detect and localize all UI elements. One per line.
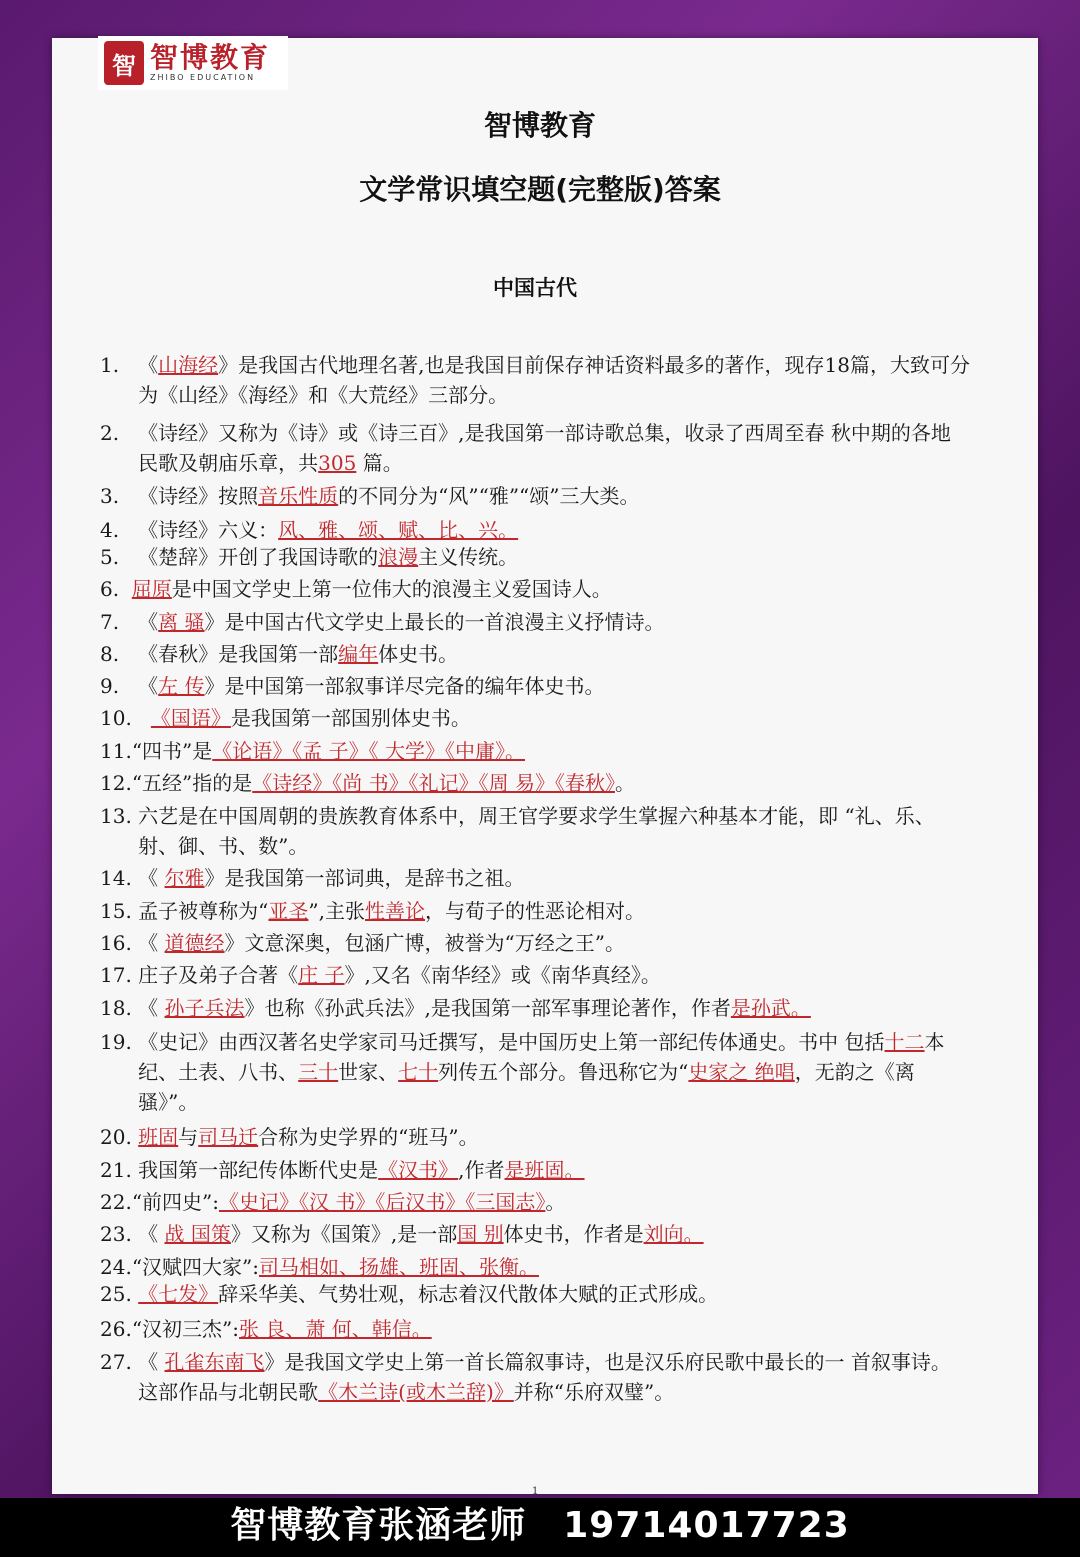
question-text: 孟子被尊称为“ (138, 899, 269, 923)
question-text: 《 (138, 1222, 165, 1246)
question-text: ，与荀子的性恶论相对。 (425, 899, 645, 923)
footer-banner: 智博教育张涵老师 19714017723 (0, 1498, 1080, 1557)
question-text: 本纪、土表、八书、 (138, 1030, 945, 1084)
question-text: 》,又名《南华经》或《南华真经》。 (344, 963, 661, 987)
question-text: “汉赋四大家”: (131, 1255, 259, 1279)
item-number: 19. (100, 1030, 139, 1054)
question-text: “汉初三杰”: (131, 1317, 239, 1341)
question-text: 世家、 (338, 1060, 399, 1084)
question-text: 》是我国古代地理名著,也是我国目前保存神话资料最多的著作，现存18篇，大致可分为《山经》《海经》和《大荒经》三部分。 (138, 353, 970, 407)
question-text: “四书”是 (131, 739, 213, 763)
item-number: 26. (100, 1317, 132, 1341)
question-text: 。 (614, 771, 635, 795)
item-number: 8. (100, 642, 139, 666)
item-number: 2. (100, 421, 139, 445)
item-text (151, 703, 970, 733)
item-text (138, 1122, 970, 1152)
list-item (100, 703, 970, 733)
answer-text: 班固 (138, 1125, 179, 1149)
question-text: 庄子及弟子合著《 (138, 963, 299, 987)
list-item (100, 481, 970, 511)
question-text: 篇。 (356, 451, 403, 475)
list-item (100, 801, 970, 861)
answer-text: 编年 (338, 642, 379, 666)
question-text: 《 (138, 1350, 165, 1374)
list-item (100, 574, 970, 604)
answer-text: 司马相如、扬雄、班固、张衡。 (259, 1255, 539, 1279)
list-item (100, 1122, 970, 1152)
question-text: 《诗经》又称为《诗》或《诗三百》,是我国第一部诗歌总集，收录了西周至春 秋中期的各地民歌及朝庙乐章，共 (138, 421, 951, 475)
answer-text: 史家之 绝唱 (688, 1060, 795, 1084)
item-number: 27. (100, 1350, 139, 1374)
answer-text: 《论语》《孟 子》《 大学》《中庸》。 (212, 739, 525, 763)
item-text (138, 481, 970, 511)
item-number: 10. (100, 706, 151, 730)
question-text: 《春秋》是我国第一部 (138, 642, 339, 666)
item-number: 1. (100, 353, 139, 377)
answer-text: 音乐性质 (258, 484, 339, 508)
answer-text: 山海经 (158, 353, 219, 377)
answer-text: 张 良、萧 何、韩信。 (239, 1317, 432, 1341)
answer-text: 《国语》 (150, 706, 231, 730)
answer-text: 性善论 (365, 899, 425, 923)
list-item (100, 515, 970, 545)
question-text: 是我国第一部国别体史书。 (230, 706, 471, 730)
answer-text: 尔雅 (164, 866, 205, 890)
logo-name-en: ZHIBO EDUCATION (150, 73, 256, 82)
answer-text: 是孙武。 (730, 996, 811, 1020)
document-subtitle: 文学常识填空题(完整版)答案 (359, 173, 721, 206)
answer-text: 亚圣 (268, 899, 309, 923)
list-item (100, 1027, 970, 1117)
list-item (100, 607, 970, 637)
item-text (132, 1252, 970, 1282)
item-text (138, 1279, 970, 1309)
brand-logo (98, 36, 288, 90)
item-number: 13. (100, 804, 139, 828)
item-text (138, 801, 970, 861)
answer-text: 左 传 (158, 674, 205, 698)
item-text (138, 542, 970, 572)
answer-text: 司马迁 (198, 1125, 259, 1149)
answer-text: 《诗经》《尚 书》《礼记》《周 易》《春秋》 (252, 771, 615, 795)
item-text (138, 896, 970, 926)
question-text: 》又称为《国策》,是一部 (230, 1222, 458, 1246)
item-text (138, 1347, 970, 1407)
item-number: 22. (100, 1190, 132, 1214)
item-number: 9. (100, 674, 139, 698)
answer-text: 战 国策 (164, 1222, 231, 1246)
list-item (100, 1252, 970, 1282)
item-number: 11. (100, 739, 132, 763)
question-text: ,作者 (458, 1158, 505, 1182)
question-text: 》是中国古代文学史上最长的一首浪漫主义抒情诗。 (204, 610, 665, 634)
question-text: 是中国文学史上第一位伟大的浪漫主义爱国诗人。 (171, 577, 612, 601)
question-text: 》也称《孙武兵法》,是我国第一部军事理论著作，作者 (244, 996, 731, 1020)
question-text: 体史书，作者是 (503, 1222, 644, 1246)
question-text: 体史书。 (378, 642, 459, 666)
question-text: ，无韵之《离骚》”。 (138, 1060, 915, 1114)
item-number: 25. (100, 1282, 139, 1306)
item-text (138, 863, 970, 893)
list-item (100, 1347, 970, 1407)
item-text (132, 1314, 970, 1344)
section-heading: 中国古代 (493, 276, 577, 300)
list-item (100, 671, 970, 701)
item-text (138, 350, 970, 410)
question-text: 的不同分为“风”“雅”“颂”三大类。 (338, 484, 640, 508)
list-item (100, 542, 970, 572)
item-text (132, 736, 970, 766)
answer-text: 风、雅、颂、赋、比、兴。 (278, 518, 519, 542)
logo-name-cn: 智博教育 (150, 41, 271, 74)
answer-text: 《木兰诗(或木兰辞)》 (318, 1380, 514, 1404)
item-number: 18. (100, 996, 139, 1020)
question-text: “前四史”: (131, 1190, 219, 1214)
question-text: 《 (138, 931, 165, 955)
question-text: 合称为史学界的“班马”。 (258, 1125, 479, 1149)
question-text: 列传五个部分。鲁迅称它为“ (438, 1060, 689, 1084)
item-number: 7. (100, 610, 139, 634)
item-text (138, 1219, 970, 1249)
question-text: “五经”指的是 (131, 771, 253, 795)
question-text: 》文意深奥，包涵广博，被誉为“万经之王”。 (224, 931, 625, 955)
list-item (100, 1314, 970, 1344)
question-text: 辞采华美、气势壮观，标志着汉代散体大赋的正式形成。 (218, 1282, 719, 1306)
question-text: 《 (138, 353, 159, 377)
logo-mark-icon: 智 (104, 41, 144, 85)
question-text: 《楚辞》开创了我国诗歌的 (138, 545, 379, 569)
document-title: 智博教育 (483, 109, 596, 142)
list-item (100, 1279, 970, 1309)
list-item (100, 1219, 970, 1249)
item-number: 17. (100, 963, 139, 987)
answer-text: 浪漫 (378, 545, 419, 569)
answer-text: 《史记》《汉 书》《后汉书》《三国志》 (219, 1190, 546, 1214)
item-text (138, 993, 970, 1023)
answer-text: 离 骚 (158, 610, 205, 634)
item-text (132, 768, 970, 798)
question-text: 《诗经》按照 (138, 484, 259, 508)
list-item (100, 896, 970, 926)
question-text: 。 (545, 1190, 566, 1214)
item-number: 20. (100, 1125, 139, 1149)
item-number: 14. (100, 866, 139, 890)
item-text (138, 960, 970, 990)
item-number: 24. (100, 1255, 132, 1279)
answer-text: 道德经 (164, 931, 225, 955)
item-number: 4. (100, 518, 139, 542)
answer-text: 是班固。 (504, 1158, 585, 1182)
item-text (138, 607, 970, 637)
answer-text: 屈原 (131, 577, 172, 601)
answer-text: 七十 (398, 1060, 439, 1084)
answer-text: 孔雀东南飞 (164, 1350, 265, 1374)
item-number: 16. (100, 931, 139, 955)
question-text: 《 (138, 610, 159, 634)
item-number: 12. (100, 771, 132, 795)
item-text (138, 418, 970, 478)
list-item (100, 1187, 970, 1217)
answer-text: 十二 (884, 1030, 925, 1054)
item-text (132, 1187, 970, 1217)
list-item (100, 993, 970, 1023)
list-item (100, 1155, 970, 1185)
question-text: 》是我国第一部词典，是辞书之祖。 (204, 866, 525, 890)
item-number: 23. (100, 1222, 139, 1246)
item-number: 21. (100, 1158, 139, 1182)
item-text (138, 639, 970, 669)
list-item (100, 960, 970, 990)
answer-text: 三十 (298, 1060, 339, 1084)
question-text: 并称“乐府双璧”。 (513, 1380, 675, 1404)
list-item (100, 768, 970, 798)
answer-text: 国 别 (457, 1222, 504, 1246)
item-number: 15. (100, 899, 139, 923)
item-number: 3. (100, 484, 139, 508)
question-text: 》是中国第一部叙事详尽完备的编年体史书。 (204, 674, 605, 698)
question-text: 与 (178, 1125, 199, 1149)
question-text: ”,主张 (308, 899, 365, 923)
list-item (100, 863, 970, 893)
item-number: 5. (100, 545, 139, 569)
list-item (100, 928, 970, 958)
item-text (138, 1155, 970, 1185)
question-text: 》是我国文学史上第一首长篇叙事诗，也是汉乐府民歌中最长的一 首叙事诗。这部作品与北朝民歌 (138, 1350, 951, 1404)
question-text: 主义传统。 (418, 545, 519, 569)
item-number: 6. (100, 577, 132, 601)
question-text: 《 (138, 674, 159, 698)
question-text: 《诗经》六义： (138, 518, 279, 542)
answer-text: 刘向。 (643, 1222, 704, 1246)
item-text (132, 574, 970, 604)
question-text: 《 (138, 866, 165, 890)
answer-text: 《汉书》 (378, 1158, 459, 1182)
answer-text: 305 (318, 451, 357, 475)
question-text: 我国第一部纪传体断代史是 (138, 1158, 379, 1182)
answer-text: 《七发》 (138, 1282, 219, 1306)
question-text: 六艺是在中国周朝的贵族教育体系中，周王官学要求学生掌握六种基本才能，即 “礼、乐、射、御、书、数”。 (138, 804, 935, 858)
question-text: 《史记》由西汉著名史学家司马迁撰写，是中国历史上第一部纪传体通史。书中 包括 (138, 1030, 885, 1054)
item-text (138, 928, 970, 958)
item-text (138, 1027, 970, 1117)
list-item (100, 639, 970, 669)
item-text (138, 515, 970, 545)
answer-text: 庄 子 (298, 963, 345, 987)
page-number: 1 (532, 1486, 539, 1497)
logo-text (150, 43, 270, 83)
list-item (100, 418, 970, 478)
item-text (138, 671, 970, 701)
answer-text: 孙子兵法 (164, 996, 245, 1020)
list-item (100, 350, 970, 410)
list-item (100, 736, 970, 766)
question-text: 《 (138, 996, 165, 1020)
